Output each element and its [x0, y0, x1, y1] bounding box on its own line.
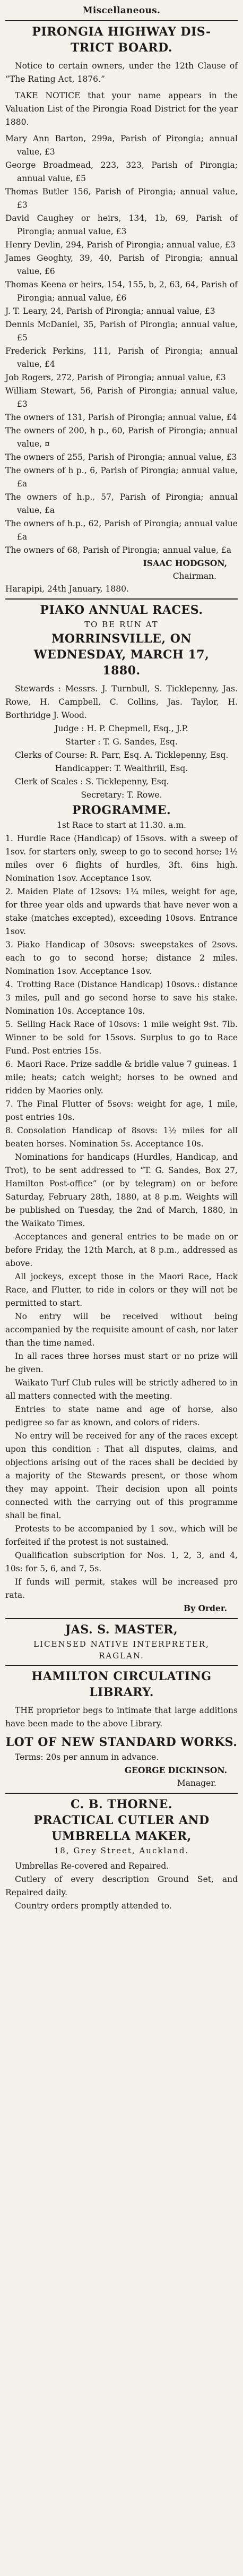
board-entry: The owners of 131, Parish of Pirongia; annual value, £4 — [5, 413, 237, 422]
programme-item-text: Trotting Race (Distance Handicap) 10sovs.: distance 3 miles, pull and go second horse to save his stake. Nomination 10s. Acceptance 10s. — [5, 980, 238, 1016]
programme-item-text: Piako Handicap of 30sovs: sweepstakes of 2sovs. each to go to second horse; distance 2 miles. Nomination 1sov. Acceptance 1sov. — [5, 940, 238, 976]
races-judge: Judge : H. P. Chepmell, Esq., J.P. — [55, 724, 188, 733]
races-nominations: Nominations for handicaps (Hurdles, Handicap, and Trot), to be sent addressed to “T. G. Sandes, Box 27, Hamilton Post-office” (or by telegram) on or before Saturday, February 28th, 1880, at 8 p.m. Weights will be published on Tuesday, the 2nd of March, 1880, in the Waikato Times. — [5, 1152, 238, 1228]
programme-item: 6. Maori Race. Prize saddle & bridle value 7 guineas. 1 mile; heats; catch weight; horses to be owned and ridden by Maories only. — [5, 1059, 238, 1096]
thorne-line3: Country orders promptly attended to. — [15, 1901, 172, 1911]
divider — [5, 20, 238, 21]
board-entry: J. T. Leary, 24, Parish of Pirongia; annual value, £3 — [5, 306, 215, 316]
board-entry: The owners of h p., 6, Parish of Pirongia; annual value, £a — [5, 466, 238, 489]
library-lot: LOT OF NEW STANDARD WORKS. — [5, 1735, 238, 1749]
races-handicapper: Handicapper: T. Wealthrill, Esq. — [55, 764, 188, 773]
races-waikato-rules: Waikato Turf Club rules will be strictly adhered to in all matters connected with the meeting. — [5, 1378, 238, 1401]
library-manager: GEORGE DICKINSON. — [124, 1765, 227, 1775]
board-entry: George Broadmead, 223, 323, Parish of Pirongia; annual value, £5 — [5, 160, 238, 183]
board-entry: Mary Ann Barton, 299a, Parish of Pirongia; annual value, £3 — [5, 134, 238, 157]
thorne-title-line1: PRACTICAL CUTLER AND — [33, 1813, 210, 1827]
programme-item: 2. Maiden Plate of 12sovs: 1¼ miles, weight for age, for three year olds and upwards that have never won a stake (matches excepted), exceeding 10sovs. Entrance 1sov. — [5, 887, 238, 936]
races-notice — [5, 603, 238, 1615]
thorne-title-line2: UMBRELLA MAKER, — [51, 1829, 192, 1843]
programme-item: 7. The Final Flutter of 5sovs: weight for age, 1 mile, post entries 10s. — [5, 1099, 238, 1122]
board-entry: The owners of h.p., 62, Parish of Pirongia; annual value £a — [5, 519, 238, 542]
board-entry: Frederick Perkins, 111, Parish of Pirongia; annual value, £4 — [5, 346, 238, 369]
library-title-line2: LIBRARY. — [89, 1685, 154, 1699]
board-entry: Job Rogers, 272, Parish of Pirongia; annual value, £3 — [5, 373, 226, 382]
board-entry: The owners of 68, Parish of Pirongia; annual value, £a — [5, 545, 232, 555]
board-entry: William Stewart, 56, Parish of Pirongia; annual value, £3 — [5, 386, 238, 409]
board-signature-title: Chairman. — [172, 571, 216, 581]
board-entry: Thomas Keena or heirs, 154, 155, b, 2, 63, 64, Parish of Pirongia; annual value, £6 — [5, 280, 238, 303]
programme-item-text: Maiden Plate of 12sovs: 1¼ miles, weight for age, for three year olds and upwards that have never won a stake (matches excepted), exceeding 10sovs. Entrance 1sov. — [5, 887, 238, 936]
newspaper-column — [5, 0, 238, 1913]
board-entry: David Caughey or heirs, 134, 1b, 69, Parish of Pirongia; annual value, £3 — [5, 213, 238, 236]
library-notice — [5, 1669, 238, 1790]
races-protests: Protests to be accompanied by 1 sov., which will be forfeited if the protest is not sustained. — [5, 1524, 238, 1547]
races-no-entry: No entry will be received without being accompanied by the requisite amount of cash, nor later than the time named. — [5, 1312, 238, 1348]
thorne-line1: Umbrellas Re-covered and Repaired. — [15, 1861, 169, 1871]
programme-item: 5. Selling Hack Race of 10sovs: 1 mile weight 9st. 7lb. Winner to be sold for 15sovs. Surplus to go to Race Fund. Post entries 15s. — [5, 1020, 238, 1056]
thorne-notice — [5, 1797, 238, 1913]
thorne-name: C. B. THORNE. — [71, 1798, 172, 1811]
races-jockeys: All jockeys, except those in the Maori Race, Hack Race, and Flutter, to ride in colors or they will not be permitted to start. — [5, 1272, 238, 1308]
board-entry: Henry Devlin, 294, Parish of Pirongia; annual value, £3 — [5, 240, 236, 250]
board-intro: Notice to certain owners, under the 12th Clause of “The Rating Act, 1876.” — [5, 61, 238, 84]
divider — [5, 598, 238, 600]
library-body: THE proprietor begs to intimate that large additions have been made to the above Library. — [5, 1706, 238, 1728]
board-signature: ISAAC HODGSON, — [143, 558, 227, 568]
programme-item-text: Selling Hack Race of 10sovs: 1 mile weight 9st. 7lb. Winner to be sold for 15sovs. Surplus to go to Race Fund. Post entries 15s. — [5, 1020, 238, 1056]
master-name: JAS. S. MASTER, — [65, 1623, 178, 1637]
master-notice — [5, 1622, 238, 1662]
board-title-line2: TRICT BOARD. — [71, 41, 172, 55]
races-entries-state: Entries to state name and age of horse, also pedigree so far as known, and colors of riders. — [5, 1405, 238, 1427]
programme-item: 8. Consolation Handicap of 8sovs: 1½ miles for all beaten horses. Nomination 5s. Acceptance 10s. — [5, 1126, 238, 1149]
races-acceptances: Acceptances and general entries to be made on or before Friday, the 12th March, at 8 p.m., addressed as above. — [5, 1232, 238, 1268]
programme-item-text: Hurdle Race (Handicap) of 15sovs. with a sweep of 1sov. for starters only, sweep to go to second horse; 1½ miles over 6 flights of hurdles, 3ft. 6ins high. Nomination 1sov. Acceptance 1sov. — [5, 834, 238, 883]
divider — [5, 1793, 238, 1794]
section-header: Miscellaneous. — [82, 5, 161, 16]
divider — [5, 1618, 238, 1619]
board-notice: TAKE NOTICE that your name appears in the Valuation List of the Pirongia Road District for the year 1880. — [5, 91, 238, 127]
master-title: LICENSED NATIVE INTERPRETER, — [33, 1639, 210, 1649]
races-secretary: Secretary: T. Rowe. — [81, 790, 162, 800]
programme-item: 1. Hurdle Race (Handicap) of 15sovs. with a sweep of 1sov. for starters only, sweep to go to second horse; 1½ miles over 6 flights of hurdles, 3ft. 6ins high. Nomination 1sov. Acceptance 1sov. — [5, 834, 238, 883]
library-terms: Terms: 20s per annum in advance. — [15, 1752, 159, 1762]
programme-item: 3. Piako Handicap of 30sovs: sweepstakes of 2sovs. each to go to second horse; distance 2 miles. Nomination 1sov. Acceptance 1sov. — [5, 940, 238, 976]
races-clerk-scales: Clerk of Scales : S. Ticklepenny, Esq. — [15, 777, 169, 786]
board-entry: The owners of 200, h p., 60, Parish of Pirongia; annual value, ¤ — [5, 426, 238, 449]
programme-list — [5, 832, 238, 1151]
board-place-date: Harapipi, 24th January, 1880. — [5, 584, 129, 594]
board-entries — [5, 132, 238, 557]
races-by-order: By Order. — [183, 1603, 227, 1613]
races-to-be-run: TO BE RUN AT — [84, 620, 159, 629]
board-entry: The owners of 255, Parish of Pirongia; annual value, £3 — [5, 452, 237, 462]
programme-item-text: Consolation Handicap of 8sovs: 1½ miles for all beaten horses. Nomination 5s. Acceptance 10s. — [5, 1126, 238, 1149]
programme-item: 4. Trotting Race (Distance Handicap) 10sovs.: distance 3 miles, pull and go second horse to save his stake. Nomination 10s. Acceptance 10s. — [5, 980, 238, 1016]
pirongia-notice — [5, 24, 238, 595]
races-funds: If funds will permit, stakes will be increased pro rata. — [5, 1577, 238, 1600]
board-entry: James Geoghty, 39, 40, Parish of Pirongia; annual value, £6 — [5, 253, 238, 276]
board-entry: Thomas Butler 156, Parish of Pirongia; annual value, £3 — [5, 187, 238, 210]
races-date-line1: WEDNESDAY, MARCH 17, — [33, 648, 210, 662]
races-title: PIAKO ANNUAL RACES. — [40, 603, 203, 617]
programme-start: 1st Race to start at 11.30. a.m. — [57, 820, 186, 830]
programme-title: PROGRAMME. — [72, 803, 171, 817]
programme-item-text: Maori Race. Prize saddle & bridle value 7 guineas. 1 mile; heats; catch weight; horses to be owned and ridden by Maories only. — [5, 1059, 238, 1096]
board-title-line1: PIRONGIA HIGHWAY DIS- — [32, 25, 211, 39]
board-entry: Dennis McDaniel, 35, Parish of Pirongia; annual value, £5 — [5, 320, 238, 343]
programme-item-text: The Final Flutter of 5sovs: weight for age, 1 mile, post entries 10s. — [5, 1099, 238, 1122]
races-clerks: Clerks of Course: R. Parr, Esq. A. Ticklepenny, Esq. — [15, 750, 229, 760]
library-title-line1: HAMILTON CIRCULATING — [31, 1670, 212, 1683]
races-starter: Starter : T. G. Sandes, Esq. — [65, 737, 178, 747]
races-three-horses: In all races three horses must start or no prize will be given. — [5, 1351, 238, 1374]
master-place: RAGLAN. — [99, 1651, 144, 1661]
library-manager-title: Manager. — [177, 1778, 216, 1788]
races-stewards: Stewards : Messrs. J. Turnbull, S. Ticklepenny, Jas. Rowe, H. Campbell, C. Collins, Jas. Taylor, H. Borthridge J. Wood. — [5, 684, 238, 720]
thorne-line2: Cutlery of every description Ground Set, and Repaired daily. — [5, 1875, 238, 1897]
thorne-address: 18, Grey Street, Auckland. — [54, 1846, 189, 1855]
board-entry: The owners of h.p., 57, Parish of Pirongia; annual value, £a — [5, 492, 238, 515]
races-date-line2: 1880. — [102, 664, 141, 678]
divider — [5, 1665, 238, 1666]
races-condition: No entry will be received for any of the races except upon this condition : That all disputes, claims, and objections arising out of the races shall be decided by a majority of the Stewards present, or those whom they may appoint. Their decision upon all points connected with the carrying out of this programme shall be final. — [5, 1431, 238, 1520]
races-place: MORRINSVILLE, ON — [51, 632, 192, 646]
races-qualification: Qualification subscription for Nos. 1, 2, 3, and 4, 10s: for 5, 6, and 7, 5s. — [5, 1551, 238, 1573]
